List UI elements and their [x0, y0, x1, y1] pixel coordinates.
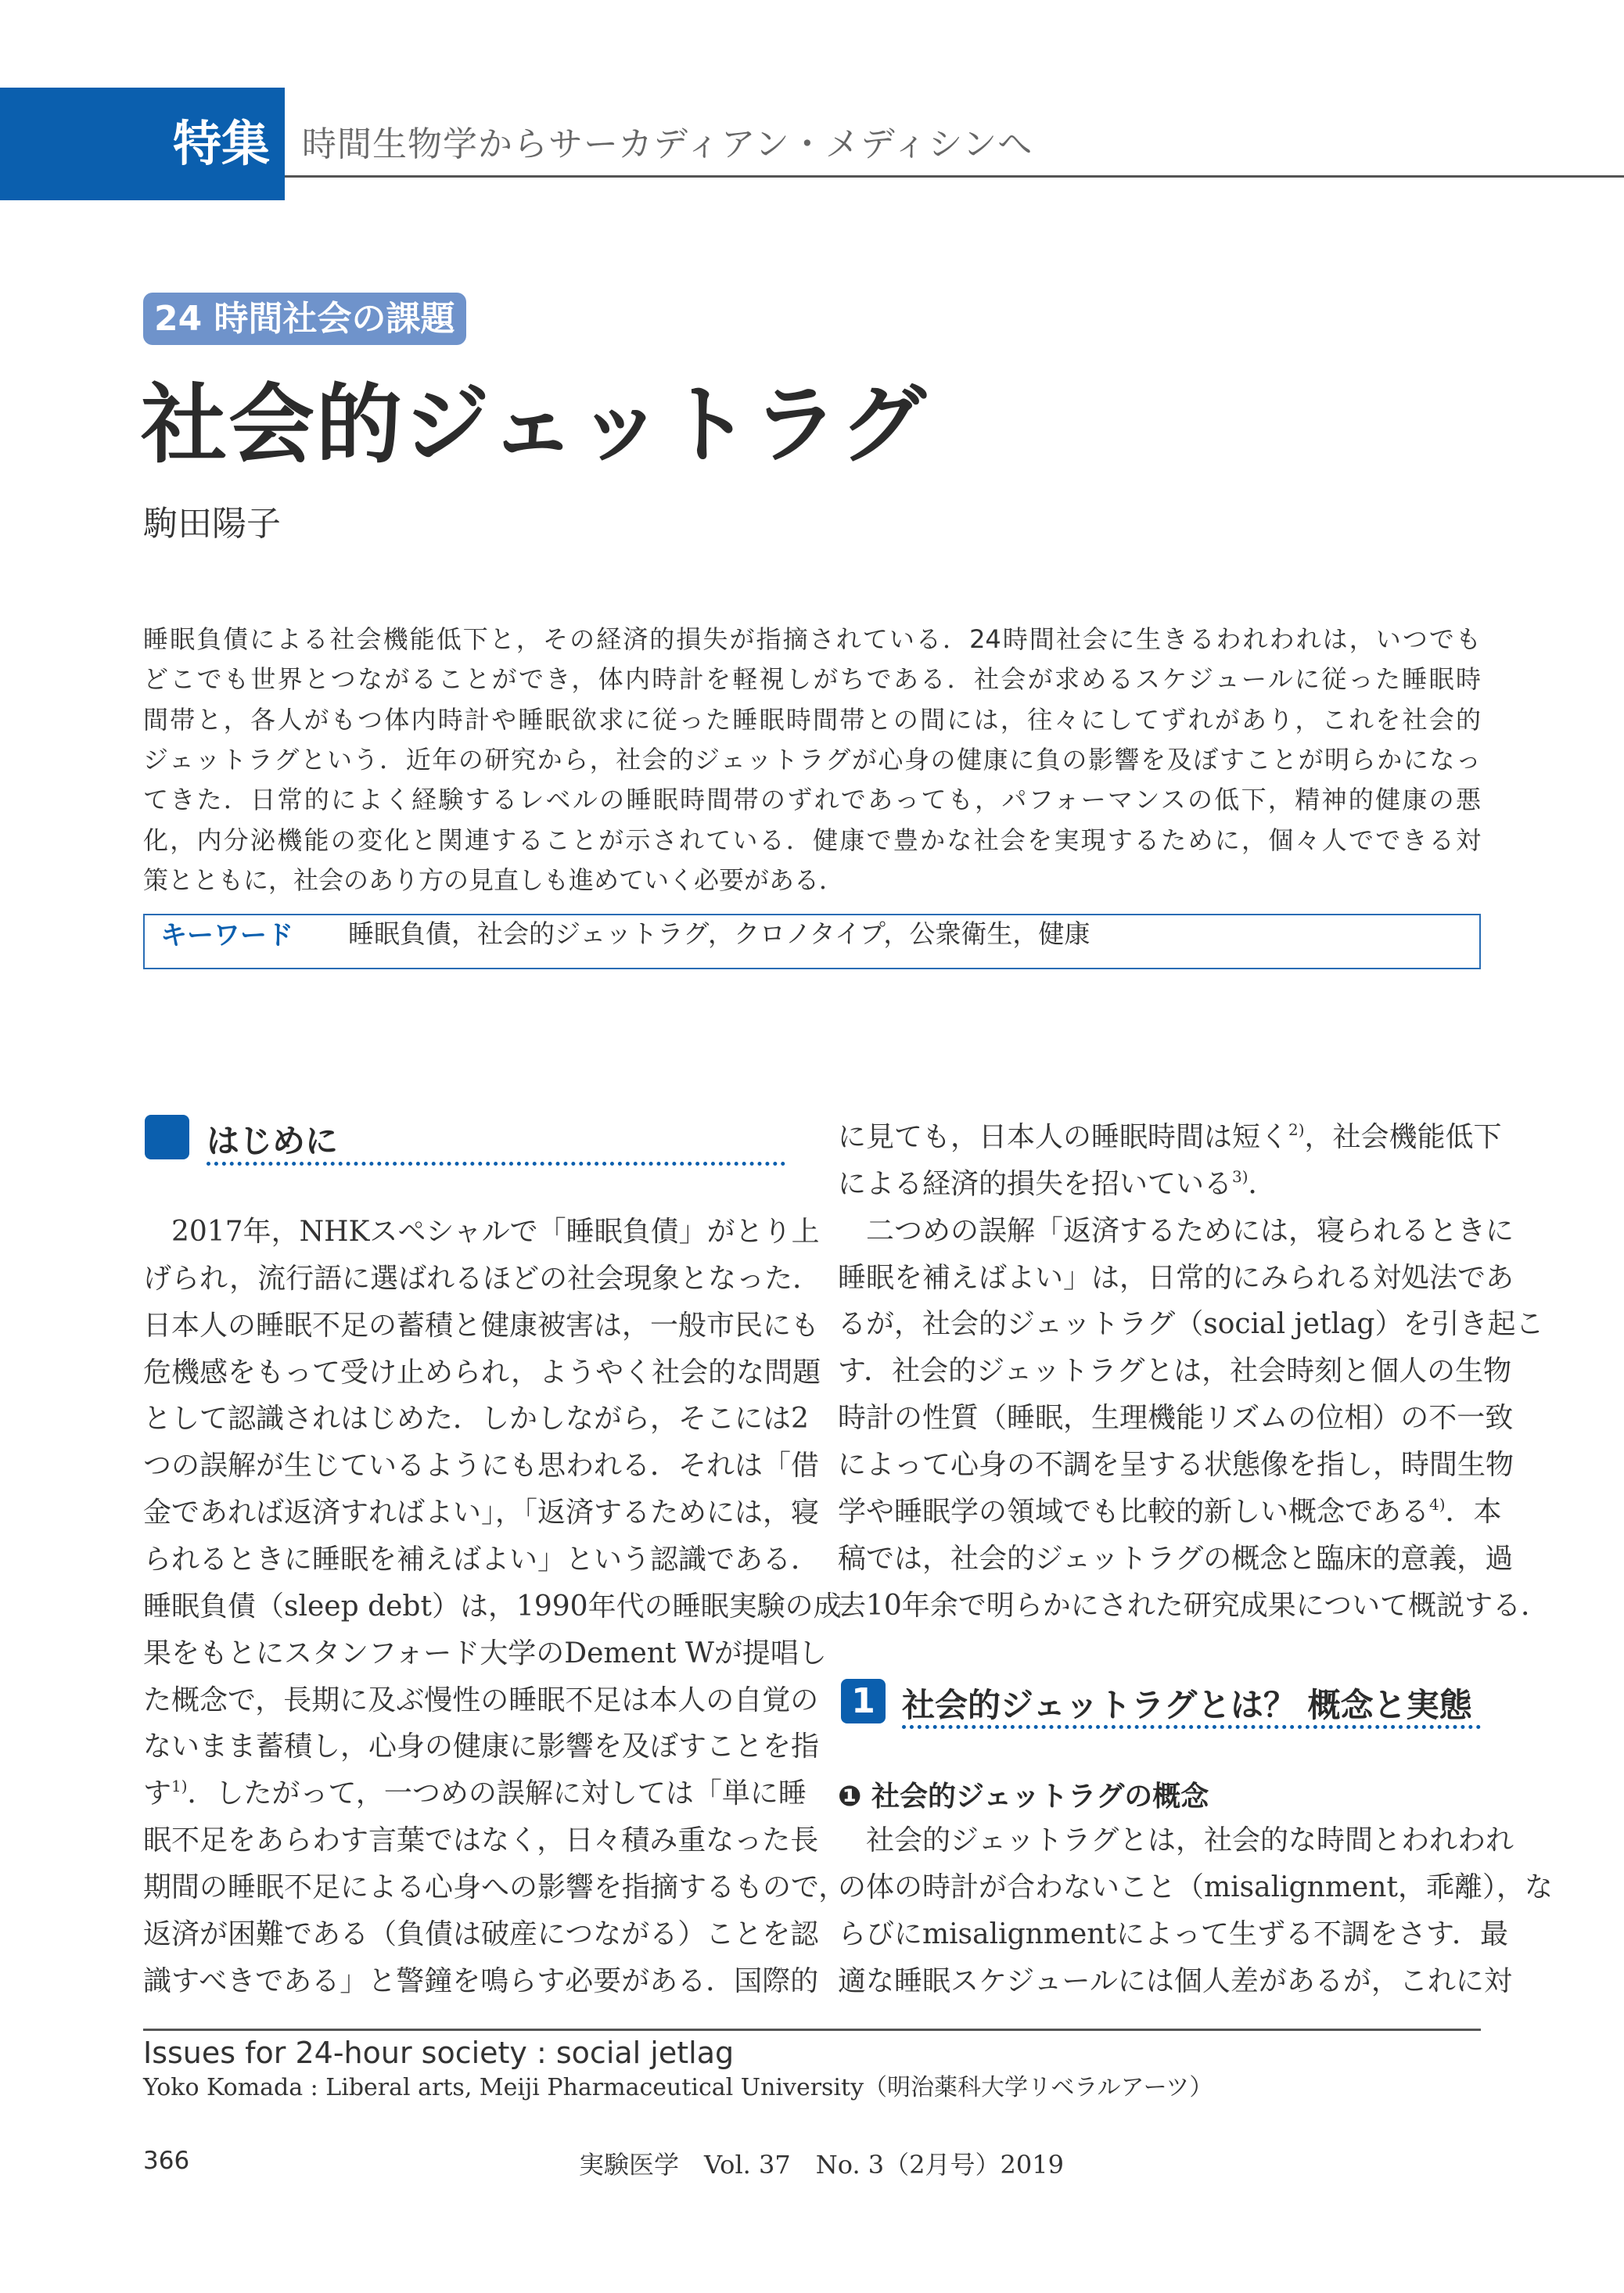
section-marker-icon: [145, 1115, 189, 1159]
body-text-line: [838, 1864, 1553, 1911]
journal-citation: 実験医学 Vol. 37 No. 3（2月号）2019: [579, 2150, 1064, 2180]
text-run: 日本人の睡眠不足の蓄積と健康被害は，一般市民にも: [143, 1309, 820, 1342]
body-text-line: [838, 1114, 1502, 1161]
abstract-line: どこでも世界とつながることができ，体内時計を軽視しがちである．社会が求めるスケジュールに従った睡眠時: [143, 664, 1481, 695]
footer-rule: [143, 2029, 1481, 2031]
body-text-line: [143, 1256, 821, 1303]
text-run: 果をもとにスタンフォード大学のDement Wが提唱し: [143, 1637, 827, 1669]
text-run: ．本: [1445, 1495, 1502, 1528]
body-text-line: [143, 1770, 807, 1817]
body-text-line: [143, 1209, 820, 1256]
text-run: ないまま蓄積し，心身の健康に影響を及ぼすことを指: [143, 1731, 820, 1763]
text-run: として認識されはじめた．しかしながら，そこには2: [143, 1403, 809, 1436]
heading-underline: [207, 1162, 785, 1166]
text-run: 眠不足をあらわす言葉ではなく，日々積み重なった長: [143, 1824, 819, 1857]
text-run: 返済が困難である（負債は破産につながる）ことを認: [143, 1917, 819, 1950]
body-text-line: [838, 1348, 1512, 1395]
text-run: ．したがって，一つめの誤解に対しては「単に睡: [187, 1777, 807, 1810]
body-text-line: [143, 1396, 809, 1443]
text-run: 適な睡眠スケジュールには個人差があるが，これに対: [838, 1964, 1512, 1997]
text-run: の体の時計が合わないこと（misalignment，乖離），な: [838, 1871, 1553, 1903]
body-text-line: [838, 1442, 1514, 1489]
text-run: るが，社会的ジェットラグ（social jetlag）を引き起こ: [838, 1308, 1544, 1341]
text-run: られるときに睡眠を補えばよい」という認識である．: [143, 1543, 820, 1576]
text-run: 社会的ジェットラグとは，社会的な時間とわれわれ: [838, 1824, 1514, 1856]
body-text-line: [143, 1350, 821, 1396]
text-run: 期間の睡眠不足による心身への影響を指摘するもので，: [143, 1871, 847, 1903]
text-run: 去10年余で明らかにされた研究成果について概説する．: [838, 1589, 1550, 1622]
text-run: 二つめの誤解「返済するためには，寝られるときに: [838, 1214, 1514, 1247]
abstract-line: てきた．日常的によく経験するレベルの睡眠時間帯のずれであっても，パフォーマンスの低下，精神的健康の悪: [143, 785, 1481, 815]
text-run: 稿では，社会的ジェットラグの概念と臨床的意義，過: [838, 1542, 1514, 1575]
body-text-line: [143, 1303, 820, 1350]
article-title: 社会的ジェットラグ: [141, 375, 928, 475]
body-text-line: [143, 1443, 820, 1490]
keywords-list: 睡眠負債，社会的ジェットラグ，クロノタイプ，公衆衛生，健康: [348, 918, 1090, 949]
body-text-line: [143, 1536, 820, 1583]
abstract-line: ジェットラグという．近年の研究から，社会的ジェットラグが心身の健康に負の影響を及ぼすことが明らかになっ: [143, 744, 1481, 775]
abstract-line: 策とともに，社会のあり方の見直しも進めていく必要がある．: [143, 864, 845, 895]
keywords-label: キーワード: [160, 920, 293, 951]
body-text-line: [838, 1583, 1550, 1630]
text-run: つの誤解が生じているようにも思われる．それは「借: [143, 1450, 820, 1483]
citation-superscript: 1): [171, 1777, 188, 1796]
author-affiliation: Yoko Komada : Liberal arts, Meiji Pharmaceutical University（明治薬科大学リベラルアーツ）: [143, 2074, 1213, 2101]
abstract-line: 間帯と，各人がもつ体内時計や睡眠欲求に従った睡眠時間帯との間には，往々にしてずれがあり，これを社会的: [143, 704, 1481, 735]
text-run: によって心身の不調を呈する状態像を指し，時間生物: [838, 1448, 1514, 1481]
text-run: ，社会機能低下: [1304, 1121, 1502, 1153]
abstract-line: 睡眠負債による社会機能低下と，その経済的損失が指摘されている．24時間社会に生きるわれわれは，いつでも: [143, 624, 1481, 654]
body-text-line: [838, 1395, 1514, 1442]
text-run: 睡眠を補えばよい」は，日常的にみられる対処法であ: [838, 1261, 1514, 1294]
body-text-line: [838, 1301, 1544, 1348]
body-text-line: [143, 1677, 819, 1724]
body-text-line: [143, 1958, 819, 2005]
citation-superscript: 4): [1429, 1494, 1446, 1514]
body-text-line: [838, 1208, 1514, 1255]
section-heading-intro: はじめに: [207, 1122, 339, 1160]
text-run: 危機感をもって受け止められ，ようやく社会的な問題: [143, 1356, 821, 1389]
text-run: による経済的損失を招いている: [838, 1167, 1233, 1200]
english-title: Issues for 24-hour society : social jetlag: [143, 2036, 735, 2070]
header-rule: [285, 175, 1624, 178]
body-text-line: [838, 1536, 1514, 1583]
body-text-line: [838, 1255, 1514, 1302]
body-text-line: [838, 1489, 1502, 1536]
citation-superscript: 2): [1288, 1120, 1305, 1139]
text-run: 学や睡眠学の領域でも比較的新しい概念である: [838, 1495, 1430, 1528]
text-run: た概念で，長期に及ぶ慢性の睡眠不足は本人の自覚の: [143, 1684, 819, 1716]
text-run: ．: [1248, 1167, 1277, 1200]
body-text-line: [838, 1817, 1514, 1864]
body-text-line: [838, 1161, 1481, 1208]
body-text-line: [143, 1630, 827, 1677]
body-text-line: [838, 1911, 1509, 1958]
text-run: す．社会的ジェットラグとは，社会時刻と個人の生物: [838, 1355, 1512, 1388]
body-text-line: [143, 1817, 819, 1864]
section-heading-1: 社会的ジェットラグとは？ 概念と実態: [902, 1686, 1472, 1724]
body-text-line: [143, 1864, 847, 1911]
text-run: らびにmisalignmentによって生ずる不調をさす．最: [838, 1917, 1509, 1950]
body-text-line: [838, 1958, 1512, 2005]
abstract-line: 化，内分泌機能の変化と関連することが示されている．健康で豊かな社会を実現するために，個々人でできる対: [143, 825, 1481, 855]
series-title: 時間生物学からサーカディアン・メディシンへ: [302, 124, 1033, 164]
text-run: 睡眠負債（sleep debt）は，1990年代の睡眠実験の成: [143, 1590, 842, 1623]
page-number: 366: [143, 2147, 190, 2175]
text-run: す: [143, 1777, 172, 1810]
body-text-line: [143, 1723, 820, 1770]
body-text-line: [143, 1583, 842, 1630]
feature-label: 特集: [172, 115, 270, 172]
heading-underline: [902, 1725, 1481, 1729]
text-run: 金であれば返済すればよい」，「返済するためには，寝: [143, 1497, 820, 1529]
text-run: 時計の性質（睡眠，生理機能リズムの位相）の不一致: [838, 1402, 1514, 1435]
citation-superscript: 3): [1232, 1166, 1249, 1186]
section-number-badge: 1: [841, 1679, 886, 1723]
category-badge: 24 時間社会の課題: [143, 293, 466, 345]
body-text-line: [143, 1490, 820, 1536]
text-run: に見ても，日本人の睡眠時間は短く: [838, 1121, 1289, 1153]
text-run: げられ，流行語に選ばれるほどの社会現象となった．: [143, 1262, 821, 1295]
body-text-line: [143, 1911, 819, 1958]
text-run: 2017年，NHKスペシャルで「睡眠負債」がとり上: [143, 1216, 820, 1248]
author-name: 駒田陽子: [143, 504, 281, 544]
text-run: 識すべきである」と警鐘を鳴らす必要がある．国際的: [143, 1964, 819, 1997]
subsection-heading: ❶ 社会的ジェットラグの概念: [838, 1781, 1209, 1813]
